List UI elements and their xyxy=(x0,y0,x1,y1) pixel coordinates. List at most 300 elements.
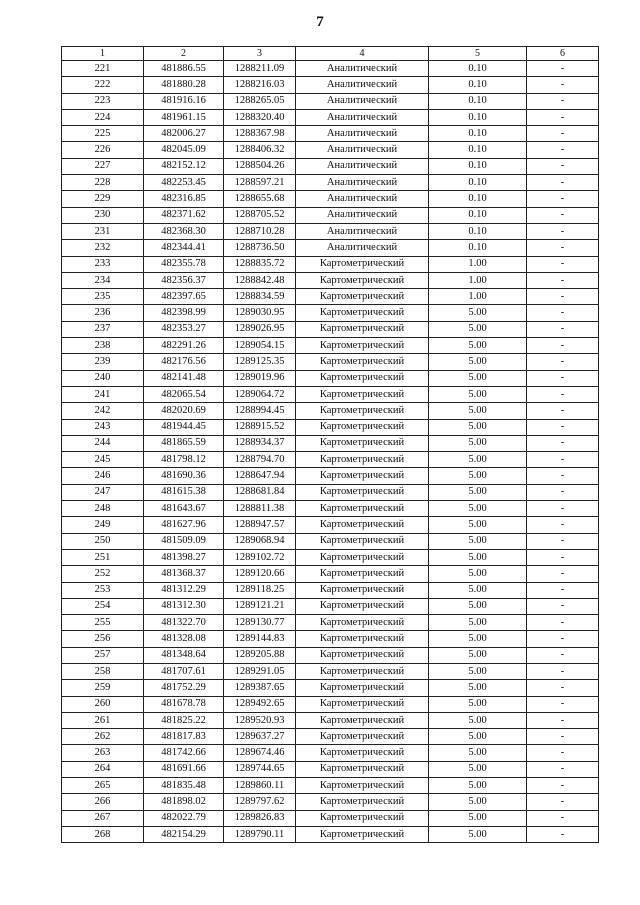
accuracy-cell: 5.00 xyxy=(429,696,527,712)
x-coordinate-cell: 481865.59 xyxy=(144,435,224,451)
table-row xyxy=(62,468,599,484)
x-coordinate-cell: 482398.99 xyxy=(144,305,224,321)
table-row xyxy=(62,77,599,93)
method-cell: Картометрический xyxy=(296,403,429,419)
method-cell: Картометрический xyxy=(296,549,429,565)
accuracy-cell: 5.00 xyxy=(429,810,527,826)
table-row xyxy=(62,696,599,712)
point-number-cell: 264 xyxy=(62,761,144,777)
note-cell: - xyxy=(527,696,599,712)
method-cell: Картометрический xyxy=(296,419,429,435)
point-number-cell: 238 xyxy=(62,338,144,354)
y-coordinate-cell: 1288794.70 xyxy=(224,452,296,468)
method-cell: Аналитический xyxy=(296,109,429,125)
x-coordinate-cell: 482368.30 xyxy=(144,223,224,239)
note-cell: - xyxy=(527,663,599,679)
point-number-cell: 234 xyxy=(62,272,144,288)
y-coordinate-cell: 1289291.05 xyxy=(224,663,296,679)
note-cell: - xyxy=(527,305,599,321)
note-cell: - xyxy=(527,566,599,582)
x-coordinate-cell: 481322.70 xyxy=(144,615,224,631)
accuracy-cell: 0.10 xyxy=(429,223,527,239)
table-row xyxy=(62,484,599,500)
table-row xyxy=(62,403,599,419)
note-cell: - xyxy=(527,272,599,288)
x-coordinate-cell: 481880.28 xyxy=(144,77,224,93)
note-cell: - xyxy=(527,729,599,745)
column-header: 5 xyxy=(429,47,527,61)
point-number-cell: 224 xyxy=(62,109,144,125)
point-number-cell: 266 xyxy=(62,794,144,810)
point-number-cell: 232 xyxy=(62,240,144,256)
method-cell: Картометрический xyxy=(296,761,429,777)
method-cell: Картометрический xyxy=(296,370,429,386)
x-coordinate-cell: 482371.62 xyxy=(144,207,224,223)
x-coordinate-cell: 482291.26 xyxy=(144,338,224,354)
column-header: 1 xyxy=(62,47,144,61)
point-number-cell: 242 xyxy=(62,403,144,419)
table-row xyxy=(62,680,599,696)
method-cell: Картометрический xyxy=(296,517,429,533)
x-coordinate-cell: 481835.48 xyxy=(144,778,224,794)
note-cell: - xyxy=(527,501,599,517)
y-coordinate-cell: 1288710.28 xyxy=(224,223,296,239)
point-number-cell: 237 xyxy=(62,321,144,337)
x-coordinate-cell: 482176.56 xyxy=(144,354,224,370)
point-number-cell: 227 xyxy=(62,158,144,174)
y-coordinate-cell: 1288811.38 xyxy=(224,501,296,517)
point-number-cell: 258 xyxy=(62,663,144,679)
accuracy-cell: 0.10 xyxy=(429,142,527,158)
note-cell: - xyxy=(527,533,599,549)
note-cell: - xyxy=(527,631,599,647)
accuracy-cell: 5.00 xyxy=(429,386,527,402)
point-number-cell: 226 xyxy=(62,142,144,158)
x-coordinate-cell: 482152.12 xyxy=(144,158,224,174)
point-number-cell: 261 xyxy=(62,712,144,728)
accuracy-cell: 5.00 xyxy=(429,370,527,386)
method-cell: Аналитический xyxy=(296,240,429,256)
table-body xyxy=(62,61,599,843)
note-cell: - xyxy=(527,126,599,142)
note-cell: - xyxy=(527,794,599,810)
table-row xyxy=(62,761,599,777)
y-coordinate-cell: 1289674.46 xyxy=(224,745,296,761)
point-number-cell: 225 xyxy=(62,126,144,142)
note-cell: - xyxy=(527,517,599,533)
table-row xyxy=(62,631,599,647)
table-row xyxy=(62,533,599,549)
y-coordinate-cell: 1288504.26 xyxy=(224,158,296,174)
table-row xyxy=(62,93,599,109)
method-cell: Картометрический xyxy=(296,484,429,500)
accuracy-cell: 5.00 xyxy=(429,663,527,679)
method-cell: Картометрический xyxy=(296,794,429,810)
note-cell: - xyxy=(527,680,599,696)
accuracy-cell: 5.00 xyxy=(429,338,527,354)
y-coordinate-cell: 1288647.94 xyxy=(224,468,296,484)
note-cell: - xyxy=(527,191,599,207)
table-row xyxy=(62,321,599,337)
accuracy-cell: 5.00 xyxy=(429,680,527,696)
x-coordinate-cell: 481643.67 xyxy=(144,501,224,517)
y-coordinate-cell: 1289030.95 xyxy=(224,305,296,321)
point-number-cell: 253 xyxy=(62,582,144,598)
accuracy-cell: 0.10 xyxy=(429,191,527,207)
y-coordinate-cell: 1288265.05 xyxy=(224,93,296,109)
column-header: 3 xyxy=(224,47,296,61)
x-coordinate-cell: 481690.36 xyxy=(144,468,224,484)
y-coordinate-cell: 1288597.21 xyxy=(224,175,296,191)
accuracy-cell: 5.00 xyxy=(429,729,527,745)
y-coordinate-cell: 1288367.98 xyxy=(224,126,296,142)
table-row xyxy=(62,712,599,728)
method-cell: Картометрический xyxy=(296,729,429,745)
note-cell: - xyxy=(527,175,599,191)
table-row xyxy=(62,223,599,239)
point-number-cell: 263 xyxy=(62,745,144,761)
accuracy-cell: 0.10 xyxy=(429,207,527,223)
y-coordinate-cell: 1288915.52 xyxy=(224,419,296,435)
coordinates-table xyxy=(61,46,599,843)
table-row xyxy=(62,354,599,370)
table-row xyxy=(62,582,599,598)
y-coordinate-cell: 1288947.57 xyxy=(224,517,296,533)
point-number-cell: 249 xyxy=(62,517,144,533)
y-coordinate-cell: 1288842.48 xyxy=(224,272,296,288)
accuracy-cell: 0.10 xyxy=(429,77,527,93)
point-number-cell: 230 xyxy=(62,207,144,223)
y-coordinate-cell: 1288736.50 xyxy=(224,240,296,256)
method-cell: Картометрический xyxy=(296,712,429,728)
note-cell: - xyxy=(527,207,599,223)
point-number-cell: 241 xyxy=(62,386,144,402)
note-cell: - xyxy=(527,289,599,305)
table-row xyxy=(62,191,599,207)
method-cell: Картометрический xyxy=(296,810,429,826)
point-number-cell: 245 xyxy=(62,452,144,468)
note-cell: - xyxy=(527,615,599,631)
table-row xyxy=(62,419,599,435)
accuracy-cell: 1.00 xyxy=(429,272,527,288)
method-cell: Картометрический xyxy=(296,615,429,631)
x-coordinate-cell: 481691.66 xyxy=(144,761,224,777)
point-number-cell: 252 xyxy=(62,566,144,582)
y-coordinate-cell: 1289144.83 xyxy=(224,631,296,647)
method-cell: Картометрический xyxy=(296,338,429,354)
column-header: 6 xyxy=(527,47,599,61)
x-coordinate-cell: 481707.61 xyxy=(144,663,224,679)
accuracy-cell: 5.00 xyxy=(429,778,527,794)
accuracy-cell: 5.00 xyxy=(429,484,527,500)
note-cell: - xyxy=(527,354,599,370)
point-number-cell: 260 xyxy=(62,696,144,712)
x-coordinate-cell: 481328.08 xyxy=(144,631,224,647)
x-coordinate-cell: 482065.54 xyxy=(144,386,224,402)
note-cell: - xyxy=(527,452,599,468)
point-number-cell: 243 xyxy=(62,419,144,435)
y-coordinate-cell: 1288994.45 xyxy=(224,403,296,419)
note-cell: - xyxy=(527,761,599,777)
method-cell: Картометрический xyxy=(296,272,429,288)
accuracy-cell: 1.00 xyxy=(429,289,527,305)
note-cell: - xyxy=(527,419,599,435)
y-coordinate-cell: 1289790.11 xyxy=(224,826,296,842)
table-row xyxy=(62,615,599,631)
table-row xyxy=(62,109,599,125)
method-cell: Картометрический xyxy=(296,598,429,614)
point-number-cell: 244 xyxy=(62,435,144,451)
y-coordinate-cell: 1288406.32 xyxy=(224,142,296,158)
y-coordinate-cell: 1289068.94 xyxy=(224,533,296,549)
y-coordinate-cell: 1288934.37 xyxy=(224,435,296,451)
x-coordinate-cell: 481916.16 xyxy=(144,93,224,109)
accuracy-cell: 5.00 xyxy=(429,598,527,614)
column-header: 4 xyxy=(296,47,429,61)
x-coordinate-cell: 481886.55 xyxy=(144,61,224,77)
accuracy-cell: 5.00 xyxy=(429,501,527,517)
accuracy-cell: 5.00 xyxy=(429,794,527,810)
table-row xyxy=(62,256,599,272)
y-coordinate-cell: 1289387.65 xyxy=(224,680,296,696)
point-number-cell: 239 xyxy=(62,354,144,370)
note-cell: - xyxy=(527,370,599,386)
accuracy-cell: 5.00 xyxy=(429,435,527,451)
note-cell: - xyxy=(527,484,599,500)
table-row xyxy=(62,452,599,468)
point-number-cell: 250 xyxy=(62,533,144,549)
point-number-cell: 222 xyxy=(62,77,144,93)
method-cell: Аналитический xyxy=(296,158,429,174)
y-coordinate-cell: 1289102.72 xyxy=(224,549,296,565)
note-cell: - xyxy=(527,223,599,239)
method-cell: Аналитический xyxy=(296,77,429,93)
table-row xyxy=(62,142,599,158)
accuracy-cell: 5.00 xyxy=(429,761,527,777)
table-row xyxy=(62,598,599,614)
table-row xyxy=(62,826,599,842)
accuracy-cell: 5.00 xyxy=(429,745,527,761)
point-number-cell: 265 xyxy=(62,778,144,794)
accuracy-cell: 5.00 xyxy=(429,452,527,468)
x-coordinate-cell: 481615.38 xyxy=(144,484,224,500)
x-coordinate-cell: 481368.37 xyxy=(144,566,224,582)
point-number-cell: 223 xyxy=(62,93,144,109)
note-cell: - xyxy=(527,93,599,109)
accuracy-cell: 5.00 xyxy=(429,403,527,419)
point-number-cell: 233 xyxy=(62,256,144,272)
accuracy-cell: 0.10 xyxy=(429,158,527,174)
note-cell: - xyxy=(527,240,599,256)
method-cell: Аналитический xyxy=(296,61,429,77)
table-row xyxy=(62,61,599,77)
table-row xyxy=(62,289,599,305)
accuracy-cell: 5.00 xyxy=(429,712,527,728)
y-coordinate-cell: 1288211.09 xyxy=(224,61,296,77)
x-coordinate-cell: 481312.29 xyxy=(144,582,224,598)
note-cell: - xyxy=(527,435,599,451)
note-cell: - xyxy=(527,77,599,93)
accuracy-cell: 5.00 xyxy=(429,826,527,842)
method-cell: Картометрический xyxy=(296,452,429,468)
method-cell: Аналитический xyxy=(296,191,429,207)
y-coordinate-cell: 1288834.59 xyxy=(224,289,296,305)
note-cell: - xyxy=(527,338,599,354)
table-row xyxy=(62,370,599,386)
table-row xyxy=(62,729,599,745)
method-cell: Картометрический xyxy=(296,680,429,696)
note-cell: - xyxy=(527,810,599,826)
method-cell: Картометрический xyxy=(296,826,429,842)
x-coordinate-cell: 481742.66 xyxy=(144,745,224,761)
x-coordinate-cell: 481312.30 xyxy=(144,598,224,614)
method-cell: Картометрический xyxy=(296,435,429,451)
note-cell: - xyxy=(527,712,599,728)
y-coordinate-cell: 1289054.15 xyxy=(224,338,296,354)
point-number-cell: 251 xyxy=(62,549,144,565)
x-coordinate-cell: 481398.27 xyxy=(144,549,224,565)
y-coordinate-cell: 1289637.27 xyxy=(224,729,296,745)
point-number-cell: 248 xyxy=(62,501,144,517)
page-number: 7 xyxy=(316,14,324,30)
table-row xyxy=(62,663,599,679)
table-row xyxy=(62,517,599,533)
table-row xyxy=(62,240,599,256)
note-cell: - xyxy=(527,598,599,614)
method-cell: Картометрический xyxy=(296,582,429,598)
point-number-cell: 236 xyxy=(62,305,144,321)
table-row xyxy=(62,549,599,565)
y-coordinate-cell: 1289121.21 xyxy=(224,598,296,614)
accuracy-cell: 5.00 xyxy=(429,533,527,549)
method-cell: Картометрический xyxy=(296,696,429,712)
x-coordinate-cell: 481898.02 xyxy=(144,794,224,810)
method-cell: Аналитический xyxy=(296,223,429,239)
y-coordinate-cell: 1288705.52 xyxy=(224,207,296,223)
point-number-cell: 267 xyxy=(62,810,144,826)
x-coordinate-cell: 481825.22 xyxy=(144,712,224,728)
column-header: 2 xyxy=(144,47,224,61)
method-cell: Картометрический xyxy=(296,305,429,321)
point-number-cell: 221 xyxy=(62,61,144,77)
y-coordinate-cell: 1289064.72 xyxy=(224,386,296,402)
table-row xyxy=(62,745,599,761)
point-number-cell: 259 xyxy=(62,680,144,696)
y-coordinate-cell: 1289860.11 xyxy=(224,778,296,794)
table-row xyxy=(62,566,599,582)
table-row xyxy=(62,305,599,321)
accuracy-cell: 0.10 xyxy=(429,240,527,256)
table-row xyxy=(62,126,599,142)
y-coordinate-cell: 1289125.35 xyxy=(224,354,296,370)
y-coordinate-cell: 1289130.77 xyxy=(224,615,296,631)
method-cell: Картометрический xyxy=(296,321,429,337)
y-coordinate-cell: 1288835.72 xyxy=(224,256,296,272)
point-number-cell: 257 xyxy=(62,647,144,663)
table-row xyxy=(62,810,599,826)
method-cell: Аналитический xyxy=(296,126,429,142)
note-cell: - xyxy=(527,158,599,174)
accuracy-cell: 5.00 xyxy=(429,305,527,321)
x-coordinate-cell: 482355.78 xyxy=(144,256,224,272)
accuracy-cell: 0.10 xyxy=(429,126,527,142)
y-coordinate-cell: 1288681.84 xyxy=(224,484,296,500)
note-cell: - xyxy=(527,386,599,402)
table-row xyxy=(62,778,599,794)
point-number-cell: 240 xyxy=(62,370,144,386)
note-cell: - xyxy=(527,403,599,419)
accuracy-cell: 5.00 xyxy=(429,468,527,484)
note-cell: - xyxy=(527,468,599,484)
method-cell: Аналитический xyxy=(296,207,429,223)
method-cell: Аналитический xyxy=(296,142,429,158)
table-row xyxy=(62,158,599,174)
method-cell: Картометрический xyxy=(296,631,429,647)
accuracy-cell: 5.00 xyxy=(429,566,527,582)
method-cell: Картометрический xyxy=(296,566,429,582)
y-coordinate-cell: 1289019.96 xyxy=(224,370,296,386)
x-coordinate-cell: 482006.27 xyxy=(144,126,224,142)
point-number-cell: 255 xyxy=(62,615,144,631)
accuracy-cell: 5.00 xyxy=(429,615,527,631)
x-coordinate-cell: 481798.12 xyxy=(144,452,224,468)
table-row xyxy=(62,435,599,451)
y-coordinate-cell: 1289026.95 xyxy=(224,321,296,337)
note-cell: - xyxy=(527,321,599,337)
table-row xyxy=(62,338,599,354)
note-cell: - xyxy=(527,826,599,842)
x-coordinate-cell: 482020.69 xyxy=(144,403,224,419)
point-number-cell: 256 xyxy=(62,631,144,647)
method-cell: Картометрический xyxy=(296,501,429,517)
x-coordinate-cell: 481944.45 xyxy=(144,419,224,435)
method-cell: Картометрический xyxy=(296,256,429,272)
note-cell: - xyxy=(527,61,599,77)
y-coordinate-cell: 1288320.40 xyxy=(224,109,296,125)
x-coordinate-cell: 482141.48 xyxy=(144,370,224,386)
table-row xyxy=(62,175,599,191)
x-coordinate-cell: 482253.45 xyxy=(144,175,224,191)
y-coordinate-cell: 1288655.68 xyxy=(224,191,296,207)
y-coordinate-cell: 1289520.93 xyxy=(224,712,296,728)
x-coordinate-cell: 481509.09 xyxy=(144,533,224,549)
x-coordinate-cell: 482154.29 xyxy=(144,826,224,842)
point-number-cell: 268 xyxy=(62,826,144,842)
accuracy-cell: 5.00 xyxy=(429,549,527,565)
x-coordinate-cell: 481627.96 xyxy=(144,517,224,533)
table-row xyxy=(62,647,599,663)
method-cell: Картометрический xyxy=(296,647,429,663)
table-row xyxy=(62,386,599,402)
x-coordinate-cell: 482045.09 xyxy=(144,142,224,158)
method-cell: Картометрический xyxy=(296,533,429,549)
x-coordinate-cell: 481348.64 xyxy=(144,647,224,663)
x-coordinate-cell: 481752.29 xyxy=(144,680,224,696)
y-coordinate-cell: 1288216.03 xyxy=(224,77,296,93)
x-coordinate-cell: 482356.37 xyxy=(144,272,224,288)
table-row xyxy=(62,501,599,517)
accuracy-cell: 5.00 xyxy=(429,419,527,435)
accuracy-cell: 0.10 xyxy=(429,109,527,125)
x-coordinate-cell: 481961.15 xyxy=(144,109,224,125)
table-header-row xyxy=(62,47,599,61)
accuracy-cell: 0.10 xyxy=(429,175,527,191)
accuracy-cell: 5.00 xyxy=(429,517,527,533)
point-number-cell: 262 xyxy=(62,729,144,745)
x-coordinate-cell: 482344.41 xyxy=(144,240,224,256)
y-coordinate-cell: 1289797.62 xyxy=(224,794,296,810)
accuracy-cell: 5.00 xyxy=(429,631,527,647)
